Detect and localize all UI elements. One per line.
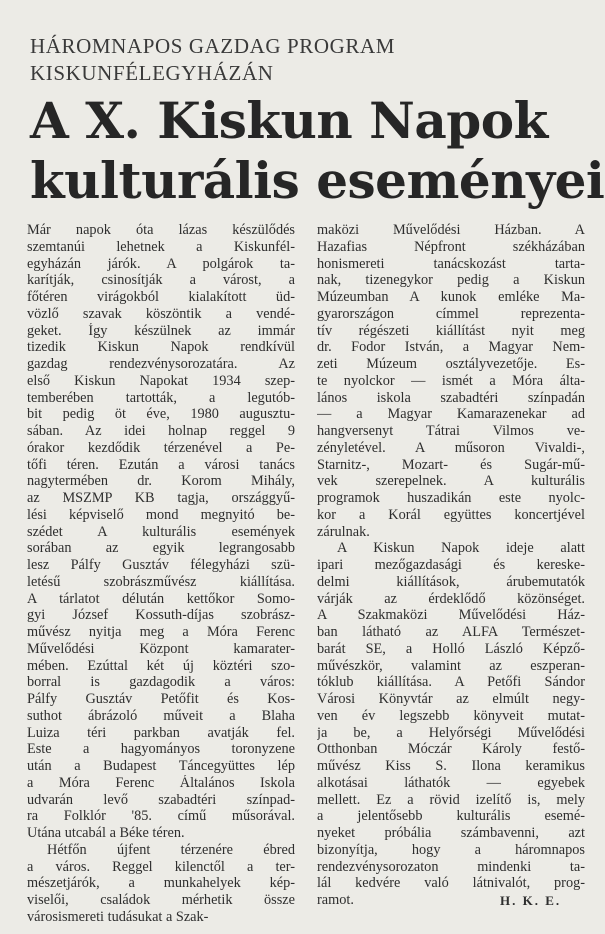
kicker-line-1: HÁROMNAPOS GAZDAG PROGRAM <box>30 34 396 58</box>
kicker-line-2: KISKUNFÉLEGYHÁZÁN <box>30 61 274 85</box>
article-text-line: viselői, családok mérhetik össze <box>27 892 295 908</box>
article-text-line: nagytermében dr. Korom Mihály, <box>27 473 295 490</box>
article-text-line: ipari mezőgazdasági és kereske- <box>317 557 585 573</box>
article-text-line: zeti Múzeum osztályvezetője. Es- <box>317 356 585 372</box>
article-text-line: mészetjárók, a munkahelyek kép- <box>27 875 295 892</box>
article-text-line: Utána utcabál a Béke téren. <box>27 825 185 841</box>
article-text-line: maközi Művelődési Házban. A <box>317 222 585 238</box>
headline-line-1: A X. Kiskun Napok <box>30 91 548 150</box>
article-text-line: barát SE, a Holló László Képző- <box>317 640 585 657</box>
article-text-line: első Kiskun Napokat 1934 szep- <box>27 372 295 389</box>
article-text-line: gazdag rendezvénysorozatára. Az <box>27 356 295 372</box>
article-text-line: ramot. <box>317 892 354 908</box>
article-text-line: városismereti tudásukat a Szak- <box>27 908 209 925</box>
article-text-line: A tárlatot délután kettőkor Somo- <box>27 590 295 607</box>
article-text-line: mellett. Ez a rövid izelítő is, mely <box>317 791 585 808</box>
article-text-line: Otthonban Móczár Károly festő- <box>317 741 585 758</box>
article-text-line: A Kiskun Napok ideje alatt <box>337 540 585 557</box>
article-text-line: lános iskola szabadtéri színpadán <box>317 389 585 406</box>
headline-line-2: kulturális eseményei <box>30 151 605 210</box>
article-text-line: Pálfy Gusztáv Petőfit és Kos- <box>27 691 295 707</box>
article-text-line: Hazafias Népfront székházában <box>317 238 585 255</box>
article-text-line: bit pedig öt éve, 1980 augusztu- <box>27 406 295 423</box>
article-text-line: lési képviselő mond megnyitó be- <box>27 506 295 523</box>
article-text-line: művészkör, valamint az eszperan- <box>317 657 585 674</box>
article-text-line: dr. Fodor István, a Magyar Nem- <box>317 339 585 356</box>
article-text-line: Hétfőn újfent térzenére ébred <box>47 841 295 858</box>
article-text-line: programok huszadikán este nyolc- <box>317 490 585 506</box>
article-text-line: mében. Ezúttal két új köztéri szo- <box>27 657 295 674</box>
article-text-line: hangversenyt Tátrai Vilmos ve- <box>317 423 585 439</box>
article-text-line: a Móra Ferenc Általános Iskola <box>27 774 295 791</box>
article-text-line: Este a hagyományos toronyzene <box>27 741 295 758</box>
article-column-left <box>27 222 295 926</box>
article-text-line: zárulnak. <box>317 523 370 540</box>
article-text-line: tív régészeti kiállítást nyit meg <box>317 322 585 339</box>
article-text-line: tóklub kiállítása. A Petőfi Sándor <box>317 674 585 691</box>
article-text-line: nak, tizenegykor pedig a Kiskun <box>317 272 585 289</box>
article-text-line: vek szerepelnek. A kulturális <box>317 473 585 490</box>
article-text-line: A Szakmaközi Művelődési Ház- <box>317 607 585 624</box>
article-text-line: gyi József Kossuth-díjas szobrász- <box>27 607 295 624</box>
article-text-line: az MSZMP KB tagja, országgyű- <box>27 490 295 506</box>
author-signature: H. K. E. <box>500 893 562 908</box>
article-text-line: vözlő szavak köszöntik a vendé- <box>27 305 295 322</box>
article-text-line: Városi Könyvtár az elmúlt negy- <box>317 691 585 707</box>
article-text-line: borral is gazdagodik a város: <box>27 674 295 691</box>
article-text-line: zényletével. A műsoron Vivaldi-, <box>317 439 585 456</box>
article-text-line: főtéren virágokból kialakított üd- <box>27 289 295 305</box>
article-column-right <box>317 222 585 909</box>
article-text-line: gyarországon címmel reprezenta- <box>317 305 585 322</box>
article-text-line: egyházán járók. A polgárok ta- <box>27 255 295 272</box>
article-text-line: Luiza téri parkban avatják fel. <box>27 724 295 741</box>
article-text-line: tizedik Kiskun Napok rendkívül <box>27 339 295 356</box>
article-text-line: suthot ábrázoló műveit a Blaha <box>27 707 295 724</box>
article-text-line: tőfi téren. Ezután a városi tanács <box>27 456 295 473</box>
article-text-line: delmi kiállítások, árubemutatók <box>317 573 585 590</box>
article-text-line: alkotásai láthatók — egyebek <box>317 774 585 791</box>
article-text-line: várják az érdeklődő közönséget. <box>317 590 585 607</box>
article-text-line: Starnitz-, Mozart- és Sugár-mű- <box>317 456 585 473</box>
article-text-line: udvarán levő szabadtéri színpad- <box>27 791 295 808</box>
article-text-line: lál kedvére való látnivalót, prog- <box>317 875 585 892</box>
article-text-line: Múzeumban A kunok emléke Ma- <box>317 289 585 305</box>
article-text-line: Már napok óta lázas készülődés <box>27 222 295 238</box>
article-text-line: szemtanúi lehetnek a Kiskunfél- <box>27 238 295 255</box>
article-text-line: után a Budapest Táncegyüttes lép <box>27 758 295 774</box>
article-text-line: geket. Így készülnek az immár <box>27 322 295 339</box>
article-text-line: ra Folklór '85. című műsorával. <box>27 808 295 825</box>
article-text-line: temberében tartották, a legutób- <box>27 389 295 406</box>
article-text-line: Művelődési Központ kamarater- <box>27 640 295 657</box>
article-text-line: ban látható az ALFA Természet- <box>317 624 585 640</box>
article-text-line: a város. Reggel kilenctől a ter- <box>27 858 295 875</box>
article-text-line: rendezvénysorozaton mindenki ta- <box>317 858 585 875</box>
article-text-line: te nyolckor — ismét a Móra álta- <box>317 372 585 389</box>
article-text-line: sorában az egyik legrangosabb <box>27 540 295 557</box>
article-text-line: a jelentősebb kulturális esemé- <box>317 808 585 825</box>
article-text-line: órakor kezdődik térzenével a Pe- <box>27 439 295 456</box>
article-text-line: honismereti tanácskozást tarta- <box>317 255 585 272</box>
article-text-line: kor a Korál együttes koncertjével <box>317 506 585 523</box>
article-text-line: karítják, csinosítják a várost, a <box>27 272 295 289</box>
article-text-line: — a Magyar Kamarazenekar ad <box>317 406 585 423</box>
article-text-line: lesz Pálfy Gusztáv félegyházi szü- <box>27 557 295 573</box>
article-text-line: ja be, a Helyőrségi Művelődési <box>317 724 585 741</box>
article-text-line: művész Kiss S. Ilona keramikus <box>317 758 585 774</box>
article-text-line: bizonyítja, hogy a háromnapos <box>317 841 585 858</box>
article-text-line: ven év legszebb könyveit mutat- <box>317 707 585 724</box>
article-text-line: nyeket próbália számbavenni, azt <box>317 825 585 841</box>
article-text-line: szédet A kulturális események <box>27 523 295 540</box>
article-text-line: művész nyitja meg a Móra Ferenc <box>27 624 295 640</box>
article-text-line: sában. Az idei holnap reggel 9 <box>27 423 295 439</box>
article-text-line: letésű szobrászművész kiállítása. <box>27 573 295 590</box>
